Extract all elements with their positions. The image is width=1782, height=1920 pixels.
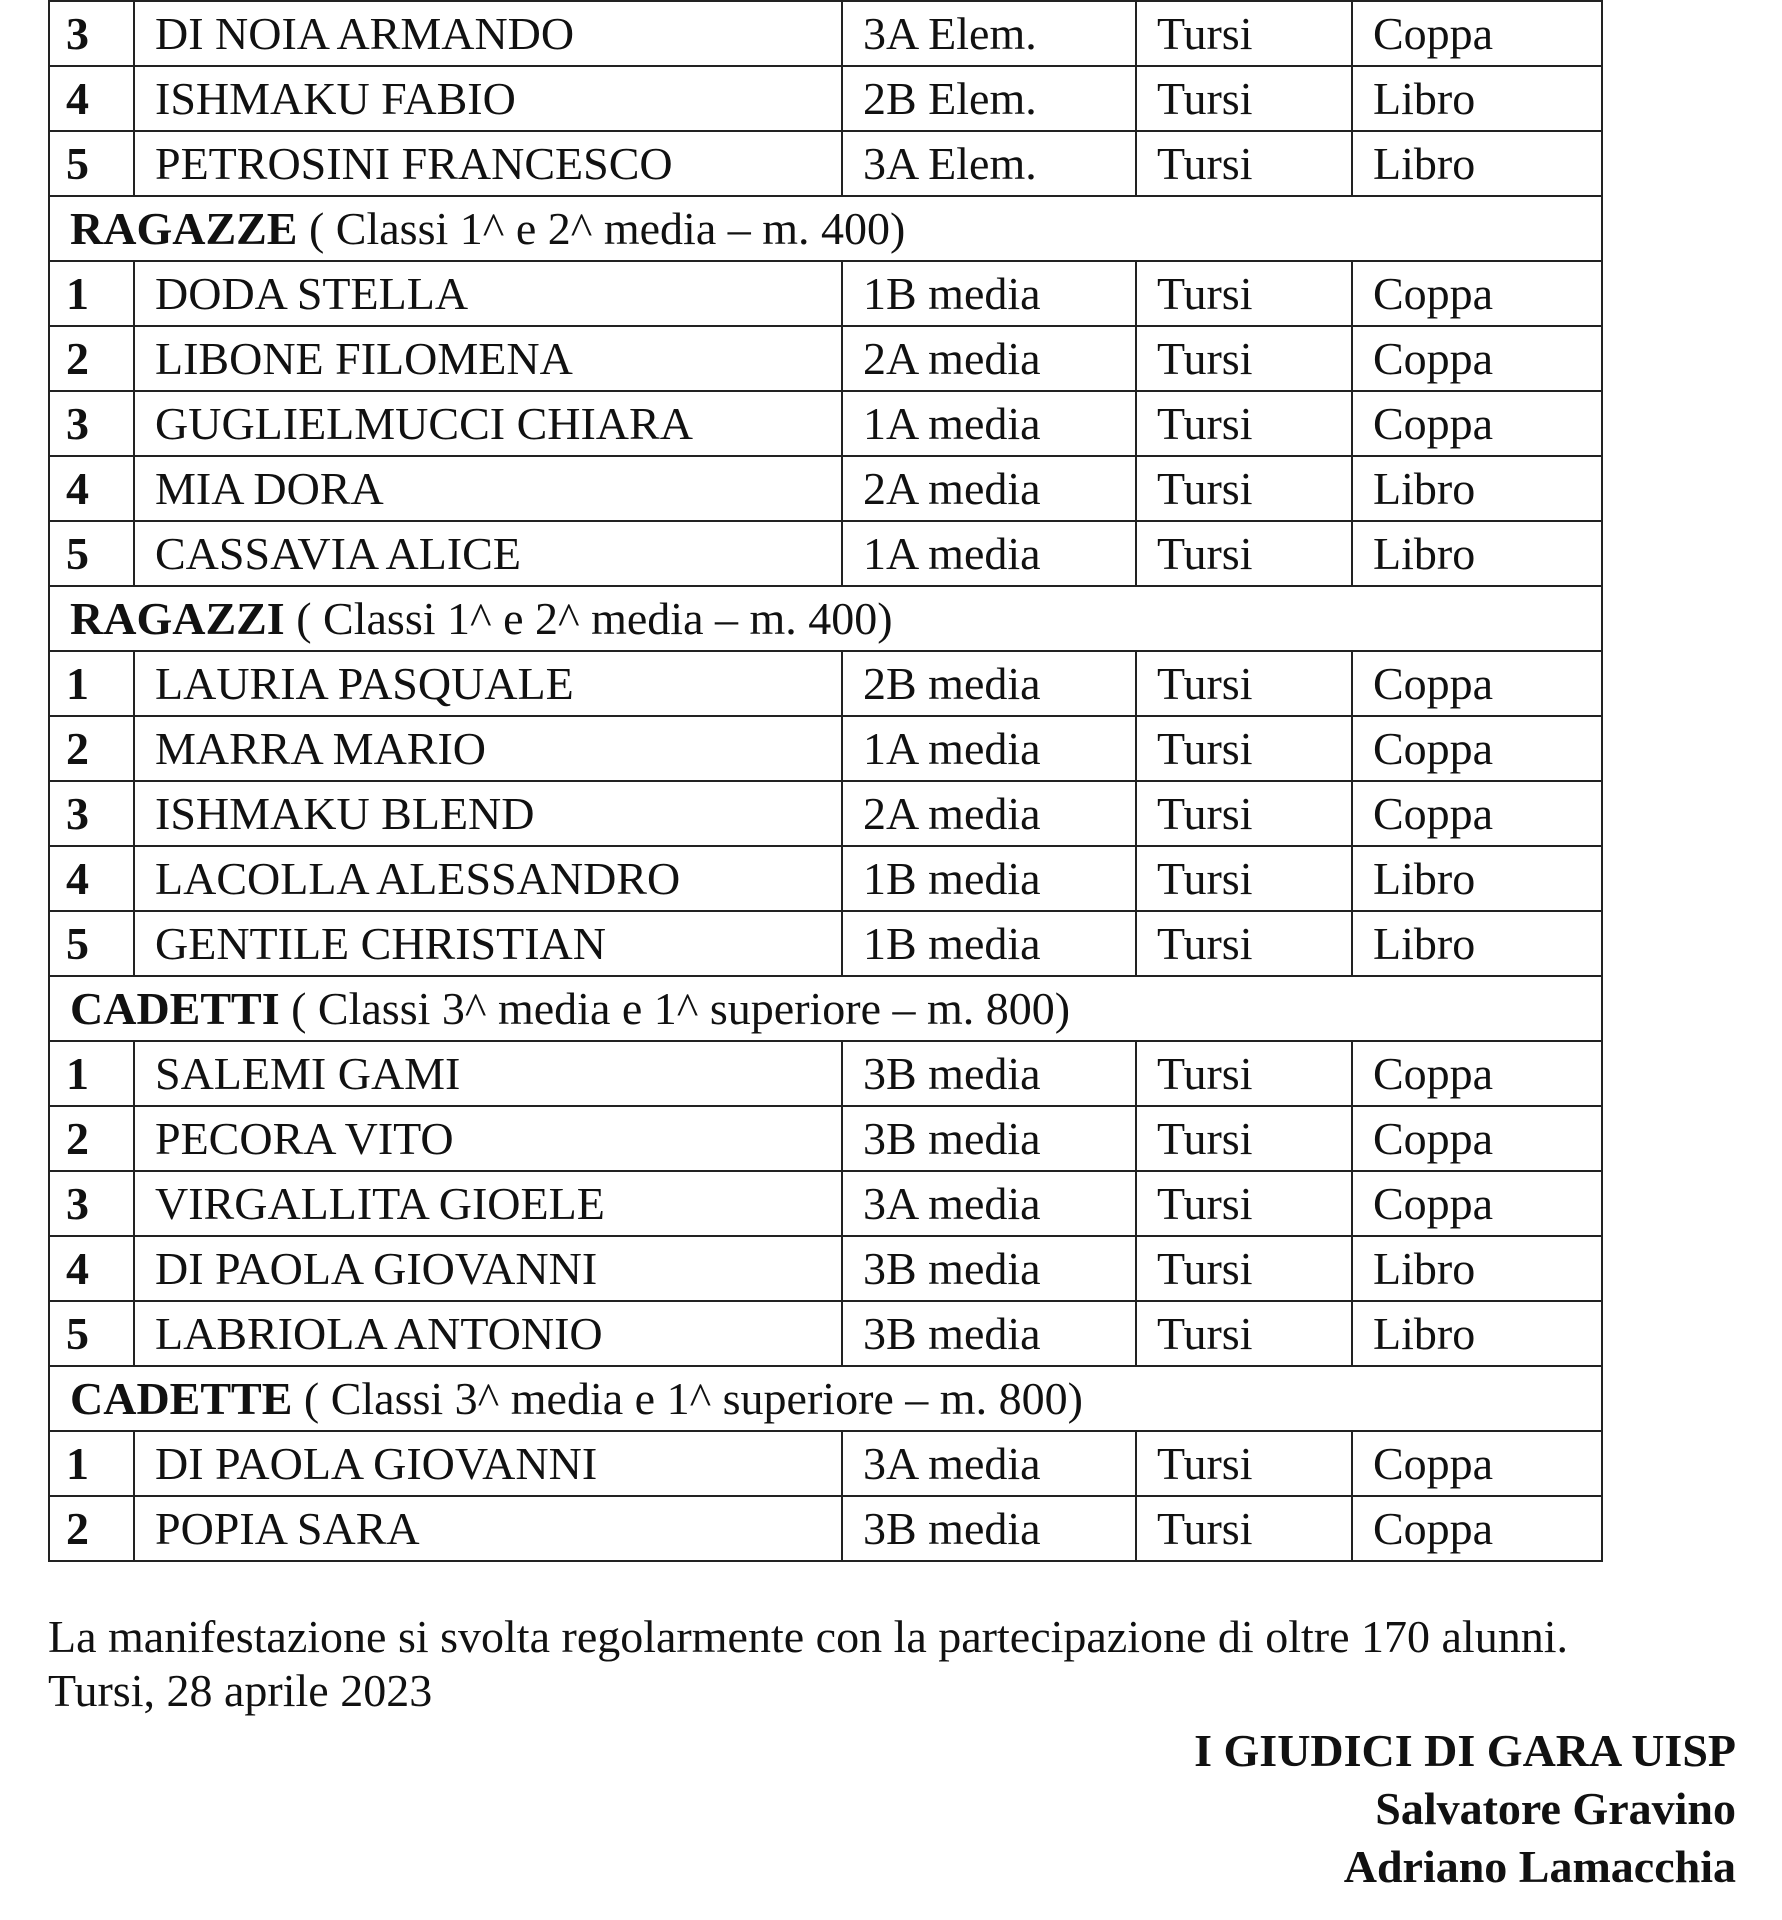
- athlete-name-cell: PECORA VITO: [134, 1106, 842, 1171]
- table-row: [49, 1171, 1602, 1236]
- town-cell: Tursi: [1136, 1041, 1352, 1106]
- school-class-cell: 1A media: [842, 391, 1136, 456]
- table-row: [49, 1, 1602, 66]
- school-class-cell: 3A media: [842, 1431, 1136, 1496]
- school-class-cell: 3B media: [842, 1496, 1136, 1561]
- category-row: [49, 1366, 1602, 1431]
- athlete-name-cell: DI NOIA ARMANDO: [134, 1, 842, 66]
- table-row: [49, 521, 1602, 586]
- position-cell: 4: [49, 846, 134, 911]
- table-row: [49, 456, 1602, 521]
- prize-cell: Libro: [1352, 521, 1602, 586]
- athlete-name-cell: LABRIOLA ANTONIO: [134, 1301, 842, 1366]
- prize-cell: Coppa: [1352, 716, 1602, 781]
- town-cell: Tursi: [1136, 1171, 1352, 1236]
- town-cell: Tursi: [1136, 391, 1352, 456]
- athlete-name-cell: VIRGALLITA GIOELE: [134, 1171, 842, 1236]
- athlete-name-cell: ISHMAKU BLEND: [134, 781, 842, 846]
- category-cell: [49, 196, 1602, 261]
- athlete-name-cell: DI PAOLA GIOVANNI: [134, 1236, 842, 1301]
- school-class-cell: 3A Elem.: [842, 131, 1136, 196]
- table-row: [49, 911, 1602, 976]
- category-row: [49, 976, 1602, 1041]
- table-row: [49, 846, 1602, 911]
- position-cell: 2: [49, 1106, 134, 1171]
- category-title: RAGAZZE: [70, 202, 298, 254]
- results-table: [48, 0, 1603, 1562]
- position-cell: 3: [49, 781, 134, 846]
- table-row: [49, 651, 1602, 716]
- town-cell: Tursi: [1136, 521, 1352, 586]
- prize-cell: Coppa: [1352, 261, 1602, 326]
- position-cell: 2: [49, 1496, 134, 1561]
- school-class-cell: 1B media: [842, 911, 1136, 976]
- results-body: [49, 1, 1602, 1561]
- town-cell: Tursi: [1136, 846, 1352, 911]
- prize-cell: Libro: [1352, 131, 1602, 196]
- position-cell: 4: [49, 456, 134, 521]
- category-title: RAGAZZI: [70, 592, 285, 644]
- school-class-cell: 2A media: [842, 456, 1136, 521]
- athlete-name-cell: POPIA SARA: [134, 1496, 842, 1561]
- position-cell: 2: [49, 716, 134, 781]
- footer-note: La manifestazione si svolta regolarmente con la partecipazione di oltre 170 alunni.: [48, 1611, 1568, 1662]
- table-row: [49, 261, 1602, 326]
- table-row: [49, 1041, 1602, 1106]
- table-row: [49, 781, 1602, 846]
- table-row: [49, 131, 1602, 196]
- town-cell: Tursi: [1136, 261, 1352, 326]
- school-class-cell: 1A media: [842, 716, 1136, 781]
- school-class-cell: 3A media: [842, 1171, 1136, 1236]
- athlete-name-cell: DI PAOLA GIOVANNI: [134, 1431, 842, 1496]
- athlete-name-cell: MARRA MARIO: [134, 716, 842, 781]
- category-title: CADETTE: [70, 1372, 293, 1424]
- footer-place-date: Tursi, 28 aprile 2023: [48, 1665, 433, 1716]
- position-cell: 3: [49, 391, 134, 456]
- position-cell: 2: [49, 326, 134, 391]
- table-row: [49, 716, 1602, 781]
- school-class-cell: 3B media: [842, 1041, 1136, 1106]
- town-cell: Tursi: [1136, 651, 1352, 716]
- position-cell: 4: [49, 1236, 134, 1301]
- athlete-name-cell: LAURIA PASQUALE: [134, 651, 842, 716]
- prize-cell: Coppa: [1352, 1, 1602, 66]
- prize-cell: Libro: [1352, 456, 1602, 521]
- town-cell: Tursi: [1136, 911, 1352, 976]
- school-class-cell: 2B media: [842, 651, 1136, 716]
- town-cell: Tursi: [1136, 456, 1352, 521]
- athlete-name-cell: MIA DORA: [134, 456, 842, 521]
- prize-cell: Libro: [1352, 911, 1602, 976]
- town-cell: Tursi: [1136, 1106, 1352, 1171]
- table-row: [49, 66, 1602, 131]
- athlete-name-cell: LIBONE FILOMENA: [134, 326, 842, 391]
- category-cell: [49, 976, 1602, 1041]
- position-cell: 1: [49, 1431, 134, 1496]
- town-cell: Tursi: [1136, 1301, 1352, 1366]
- category-row: [49, 196, 1602, 261]
- school-class-cell: 3B media: [842, 1106, 1136, 1171]
- prize-cell: Coppa: [1352, 1431, 1602, 1496]
- school-class-cell: 2A media: [842, 781, 1136, 846]
- town-cell: Tursi: [1136, 716, 1352, 781]
- athlete-name-cell: CASSAVIA ALICE: [134, 521, 842, 586]
- town-cell: Tursi: [1136, 1431, 1352, 1496]
- school-class-cell: 1A media: [842, 521, 1136, 586]
- school-class-cell: 3A Elem.: [842, 1, 1136, 66]
- position-cell: 5: [49, 521, 134, 586]
- position-cell: 5: [49, 911, 134, 976]
- athlete-name-cell: GENTILE CHRISTIAN: [134, 911, 842, 976]
- prize-cell: Libro: [1352, 1301, 1602, 1366]
- category-detail: ( Classi 1^ e 2^ media – m. 400): [297, 202, 906, 254]
- school-class-cell: 1B media: [842, 261, 1136, 326]
- school-class-cell: 2B Elem.: [842, 66, 1136, 131]
- prize-cell: Coppa: [1352, 781, 1602, 846]
- category-detail: ( Classi 3^ media e 1^ superiore – m. 800): [292, 1372, 1083, 1424]
- category-cell: [49, 586, 1602, 651]
- athlete-name-cell: LACOLLA ALESSANDRO: [134, 846, 842, 911]
- position-cell: 1: [49, 651, 134, 716]
- signature-name-gravino: Salvatore Gravino: [1375, 1783, 1736, 1834]
- athlete-name-cell: PETROSINI FRANCESCO: [134, 131, 842, 196]
- table-row: [49, 391, 1602, 456]
- position-cell: 5: [49, 131, 134, 196]
- town-cell: Tursi: [1136, 326, 1352, 391]
- position-cell: 3: [49, 1171, 134, 1236]
- table-row: [49, 1106, 1602, 1171]
- town-cell: Tursi: [1136, 781, 1352, 846]
- prize-cell: Libro: [1352, 846, 1602, 911]
- prize-cell: Coppa: [1352, 651, 1602, 716]
- athlete-name-cell: DODA STELLA: [134, 261, 842, 326]
- category-title: CADETTI: [70, 982, 280, 1034]
- category-detail: ( Classi 3^ media e 1^ superiore – m. 800): [279, 982, 1071, 1034]
- prize-cell: Libro: [1352, 66, 1602, 131]
- school-class-cell: 1B media: [842, 846, 1136, 911]
- town-cell: Tursi: [1136, 66, 1352, 131]
- prize-cell: Coppa: [1352, 391, 1602, 456]
- prize-cell: Coppa: [1352, 326, 1602, 391]
- prize-cell: Coppa: [1352, 1171, 1602, 1236]
- position-cell: 3: [49, 1, 134, 66]
- table-row: [49, 1236, 1602, 1301]
- school-class-cell: 2A media: [842, 326, 1136, 391]
- prize-cell: Coppa: [1352, 1496, 1602, 1561]
- town-cell: Tursi: [1136, 1, 1352, 66]
- prize-cell: Libro: [1352, 1236, 1602, 1301]
- position-cell: 4: [49, 66, 134, 131]
- town-cell: Tursi: [1136, 1496, 1352, 1561]
- table-row: [49, 326, 1602, 391]
- prize-cell: Coppa: [1352, 1041, 1602, 1106]
- category-cell: [49, 1366, 1602, 1431]
- position-cell: 5: [49, 1301, 134, 1366]
- school-class-cell: 3B media: [842, 1236, 1136, 1301]
- position-cell: 1: [49, 261, 134, 326]
- table-row: [49, 1301, 1602, 1366]
- position-cell: 1: [49, 1041, 134, 1106]
- table-row: [49, 1496, 1602, 1561]
- prize-cell: Coppa: [1352, 1106, 1602, 1171]
- signature-title: I GIUDICI DI GARA UISP: [1194, 1725, 1736, 1776]
- school-class-cell: 3B media: [842, 1301, 1136, 1366]
- signature-name-lamacchia: Adriano Lamacchia: [1343, 1841, 1736, 1892]
- athlete-name-cell: ISHMAKU FABIO: [134, 66, 842, 131]
- town-cell: Tursi: [1136, 1236, 1352, 1301]
- category-detail: ( Classi 1^ e 2^ media – m. 400): [284, 592, 893, 644]
- category-row: [49, 586, 1602, 651]
- athlete-name-cell: GUGLIELMUCCI CHIARA: [134, 391, 842, 456]
- athlete-name-cell: SALEMI GAMI: [134, 1041, 842, 1106]
- town-cell: Tursi: [1136, 131, 1352, 196]
- table-row: [49, 1431, 1602, 1496]
